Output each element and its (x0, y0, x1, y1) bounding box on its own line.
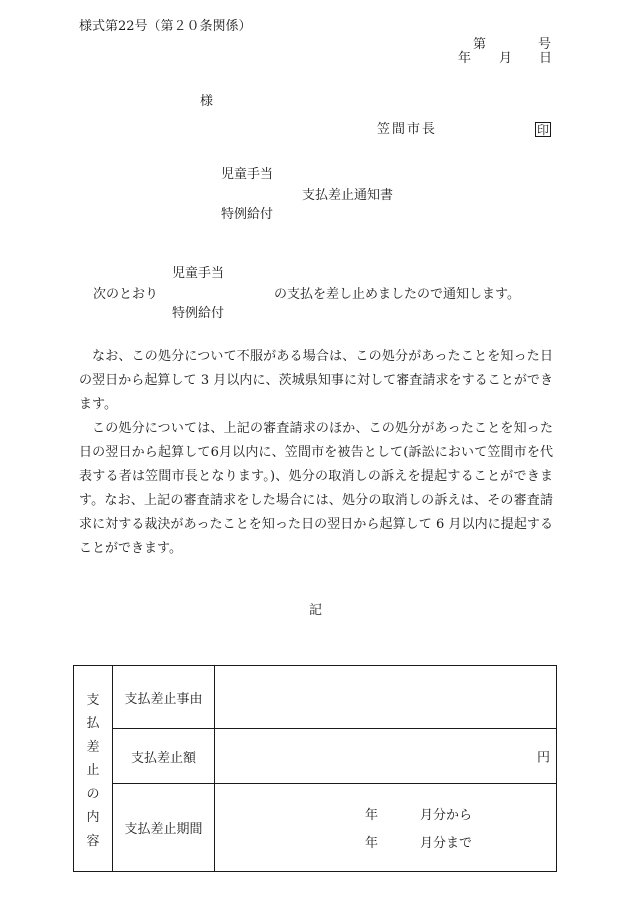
vertical-char: 支 (86, 692, 100, 708)
amount-value[interactable] (215, 729, 557, 784)
document-title: 支払差止通知書 (302, 188, 394, 203)
vertical-char: 容 (86, 833, 100, 849)
period-lines (215, 784, 556, 871)
date-day: 日 (539, 51, 553, 66)
period-value[interactable] (215, 784, 557, 872)
date-year: 年 (458, 51, 472, 66)
vertical-char: 払 (86, 716, 100, 731)
yen-unit: 円 (536, 750, 550, 766)
amount-label: 支払差止額 (113, 729, 215, 784)
number-go: 号 (538, 37, 552, 52)
title-lower: 特例給付 (221, 207, 274, 222)
vertical-char: の (86, 786, 100, 802)
period-from-month: 月分から (420, 808, 473, 823)
vertical-label-cell (74, 666, 113, 872)
number-dai: 第 (473, 37, 487, 52)
form-number: 様式第22号（第２０条関係） (79, 19, 252, 34)
period-label: 支払差止期間 (113, 784, 215, 872)
reason-value[interactable] (215, 666, 557, 729)
suspension-details-table (73, 665, 557, 872)
period-to-month: 月分まで (420, 836, 473, 851)
lawsuit-paragraph: この処分については、上記の審査請求のほか、この処分があったことを知った日の翌日から起算して6月以内に、笠間市を被告として(訴訟において笠間市を代表する者は笠間市長となります。)、処分の取消しの訴えを提起することができます。なお、上記の審査請求をした場合には、処分の取消しの訴えは、その審査請求に対する裁決があったことを知った日の翌日から起算して 6 月以内に提起することができます。 (79, 421, 553, 556)
vertical-char: 止 (86, 763, 100, 778)
addressee-sama: 様 (200, 94, 214, 109)
ki-heading: 記 (309, 603, 323, 618)
notice-upper: 児童手当 (172, 266, 225, 281)
appeal-paragraph: なお、この処分について不服がある場合は、この処分があったことを知った日の翌日から起算して 3 月以内に、茨城県知事に対して審査請求をすることができます。 (79, 349, 553, 412)
date-month: 月 (499, 51, 513, 66)
period-to-year: 年 (365, 836, 379, 851)
body-paragraphs (79, 345, 553, 561)
reason-label: 支払差止事由 (113, 666, 215, 729)
notice-suffix: の支払を差し止めましたので通知します。 (274, 287, 520, 302)
vertical-char: 内 (86, 810, 100, 825)
notice-prefix: 次のとおり (93, 287, 159, 302)
seal-mark: 印 (537, 123, 550, 137)
title-upper: 児童手当 (221, 167, 274, 182)
vertical-char: 差 (86, 739, 100, 755)
period-from-year: 年 (365, 808, 379, 823)
notice-lower: 特例給付 (172, 306, 225, 321)
vertical-label (74, 679, 112, 859)
issuer-name: 笠間市長 (377, 122, 438, 137)
